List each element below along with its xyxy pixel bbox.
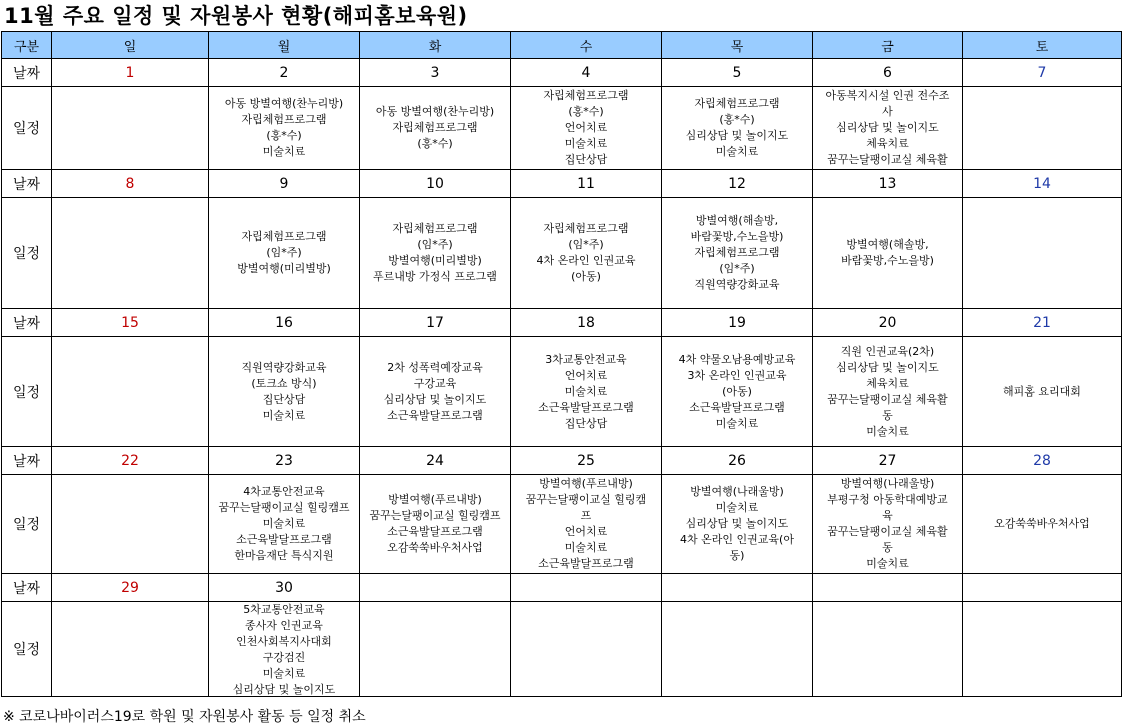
date-cell: 27 xyxy=(813,447,963,475)
schedule-item: 동 xyxy=(882,408,893,422)
schedule-item: 미술치료 xyxy=(715,416,759,430)
schedule-cell xyxy=(511,87,662,170)
schedule-cell xyxy=(963,475,1122,574)
schedule-item: 심리상담 및 놀이지도 xyxy=(232,683,336,696)
schedule-item: 자립체험프로그램 xyxy=(694,246,780,259)
date-cell: 28 xyxy=(963,447,1122,475)
schedule-item: 바람꽃방,수노을방) xyxy=(690,230,784,243)
schedule-row-label: 일정 xyxy=(2,198,52,309)
schedule-item: 푸르내방 가정식 프로그램 xyxy=(373,270,497,283)
schedule-item: (홍*수) xyxy=(266,129,302,142)
schedule-cell xyxy=(209,475,360,574)
schedule-item: 자립체험프로그램 xyxy=(241,230,327,243)
date-cell: 2 xyxy=(209,59,360,87)
schedule-item: 4차교통안전교육 xyxy=(243,485,325,498)
date-cell: 9 xyxy=(209,170,360,198)
schedule-cell xyxy=(360,337,511,447)
schedule-item: 방별여행(푸르내방) xyxy=(388,493,482,506)
schedule-item: 자립체험프로그램 xyxy=(543,222,629,235)
schedule-cell xyxy=(662,198,813,309)
schedule-item: 미술치료 xyxy=(564,541,608,554)
schedule-item: 소근육발달프로그램 xyxy=(538,557,634,570)
header-category: 구분 xyxy=(2,32,52,59)
schedule-item: 방별여행(나래울방) xyxy=(690,485,784,498)
schedule-item: 해피홈 요리대회 xyxy=(1003,384,1081,398)
schedule-item: 5차교통안전교육 xyxy=(243,603,325,616)
schedule-item: (임*주) xyxy=(719,262,755,275)
schedule-row-label: 일정 xyxy=(2,602,52,697)
schedule-item: 꿈꾸는달팽이교실 힐링캠프 xyxy=(218,501,350,514)
schedule-item: 2차 성폭력예장교육 xyxy=(387,360,483,374)
date-row-label: 날짜 xyxy=(2,59,52,87)
schedule-item: 구강교육 xyxy=(413,376,457,390)
schedule-item: 집단상담 xyxy=(564,153,608,166)
schedule-item: (홍*수) xyxy=(568,105,604,118)
date-cell: 22 xyxy=(52,447,209,475)
schedule-item: 미술치료 xyxy=(715,501,759,514)
schedule-item: 아동 방별여행(찬누리방) xyxy=(375,105,495,118)
schedule-cell xyxy=(813,87,963,170)
schedule-cell xyxy=(52,602,209,697)
schedule-item: 미술치료 xyxy=(866,557,909,570)
schedule-row-label: 일정 xyxy=(2,87,52,170)
date-cell xyxy=(963,574,1122,602)
date-row-label: 날짜 xyxy=(2,170,52,198)
date-cell: 26 xyxy=(662,447,813,475)
schedule-item: 미술치료 xyxy=(262,667,306,680)
date-row-label: 날짜 xyxy=(2,447,52,475)
schedule-cell xyxy=(662,475,813,574)
schedule-item: 자립체험프로그램 xyxy=(543,89,629,102)
schedule-cell xyxy=(360,602,511,697)
schedule-cell xyxy=(813,337,963,447)
schedule-item: 꿈꾸는달팽이교실 체육활 xyxy=(827,525,948,538)
schedule-item: 방별여행(해솔방, xyxy=(846,238,929,251)
schedule-item: 자립체험프로그램 xyxy=(392,222,478,235)
schedule-item: (임*주) xyxy=(266,246,302,259)
schedule-item: 언어치료 xyxy=(564,121,608,134)
schedule-item: 집단상담 xyxy=(564,416,608,430)
schedule-item: 아동복지시설 인권 전수조 xyxy=(825,89,950,102)
schedule-item: (임*주) xyxy=(417,238,453,251)
date-cell: 14 xyxy=(963,170,1122,198)
schedule-cell xyxy=(360,475,511,574)
schedule-item: 사 xyxy=(882,105,893,118)
schedule-item: 미술치료 xyxy=(262,517,306,530)
schedule-item: 심리상담 및 놀이지도 xyxy=(685,517,789,530)
date-cell: 24 xyxy=(360,447,511,475)
date-cell: 1 xyxy=(52,59,209,87)
schedule-item: 미술치료 xyxy=(262,145,306,158)
date-cell: 16 xyxy=(209,309,360,337)
schedule-item: 방별여행(미리별방) xyxy=(388,254,482,267)
schedule-cell xyxy=(52,475,209,574)
date-cell: 4 xyxy=(511,59,662,87)
schedule-item: 체육치료 xyxy=(866,137,909,150)
date-cell: 7 xyxy=(963,59,1122,87)
schedule-item: 소근육발달프로그램 xyxy=(236,533,332,546)
schedule-cell xyxy=(52,87,209,170)
schedule-cell xyxy=(662,87,813,170)
header-day: 월 xyxy=(209,32,360,59)
schedule-item: 언어치료 xyxy=(564,525,608,538)
schedule-item: 심리상담 및 놀이지도 xyxy=(383,392,487,406)
date-cell: 20 xyxy=(813,309,963,337)
schedule-cell xyxy=(813,198,963,309)
schedule-item: 미술치료 xyxy=(564,384,608,398)
schedule-cell xyxy=(662,337,813,447)
schedule-cell xyxy=(813,475,963,574)
date-cell: 12 xyxy=(662,170,813,198)
schedule-cell xyxy=(52,337,209,447)
header-day: 금 xyxy=(813,32,963,59)
header-day: 화 xyxy=(360,32,511,59)
date-cell: 18 xyxy=(511,309,662,337)
page-title: 11월 주요 일정 및 자원봉사 현황(해피홈보육원) xyxy=(4,4,468,28)
schedule-item: (아동) xyxy=(571,270,601,283)
schedule-row-label: 일정 xyxy=(2,337,52,447)
schedule-cell xyxy=(963,602,1122,697)
schedule-row-label: 일정 xyxy=(2,475,52,574)
schedule-cell xyxy=(813,602,963,697)
date-cell: 6 xyxy=(813,59,963,87)
date-cell: 8 xyxy=(52,170,209,198)
date-cell xyxy=(360,574,511,602)
schedule-item: 3차교통안전교육 xyxy=(545,352,627,366)
schedule-item: 오감쑥쑥바우처사업 xyxy=(994,517,1090,530)
date-cell: 10 xyxy=(360,170,511,198)
schedule-item: (토크쇼 방식) xyxy=(251,376,317,390)
footnote: ※ 코로나바이러스19로 학원 및 자원봉사 활동 등 일정 취소 xyxy=(3,709,366,725)
schedule-item: 소근육발달프로그램 xyxy=(689,400,785,414)
schedule-item: 4차 온라인 인권교육 xyxy=(536,254,636,267)
schedule-cell xyxy=(511,475,662,574)
schedule-cell xyxy=(963,87,1122,170)
schedule-cell xyxy=(360,87,511,170)
schedule-cell xyxy=(511,198,662,309)
date-cell: 17 xyxy=(360,309,511,337)
schedule-item: 꿈꾸는달팽이교실 체육활 xyxy=(827,153,948,166)
header-day: 토 xyxy=(963,32,1122,59)
schedule-cell xyxy=(511,602,662,697)
date-cell: 30 xyxy=(209,574,360,602)
schedule-cell xyxy=(662,602,813,697)
date-cell: 19 xyxy=(662,309,813,337)
schedule-item: 언어치료 xyxy=(564,368,608,382)
schedule-cell xyxy=(52,198,209,309)
schedule-item: 자립체험프로그램 xyxy=(392,121,478,134)
schedule-item: 구강검진 xyxy=(262,651,306,664)
schedule-cell xyxy=(209,337,360,447)
header-day: 일 xyxy=(52,32,209,59)
schedule-cell xyxy=(360,198,511,309)
schedule-item: 4차 온라인 인권교육(아 xyxy=(680,533,794,546)
schedule-item: 체육치료 xyxy=(866,376,909,390)
schedule-item: 프 xyxy=(580,509,592,522)
schedule-item: 꿈꾸는달팽이교실 힐링캠 xyxy=(525,493,647,506)
date-row-label: 날짜 xyxy=(2,574,52,602)
date-cell: 25 xyxy=(511,447,662,475)
schedule-item: 방별여행(미리별방) xyxy=(237,262,331,275)
schedule-item: (홍*수) xyxy=(417,137,453,150)
schedule-item: 3차 온라인 인권교육 xyxy=(687,368,787,382)
date-row-label: 날짜 xyxy=(2,309,52,337)
schedule-item: 4차 약물오남용예방교육 xyxy=(678,352,796,366)
date-cell: 15 xyxy=(52,309,209,337)
schedule-cell xyxy=(963,198,1122,309)
schedule-item: 미술치료 xyxy=(866,424,909,438)
schedule-item: (임*주) xyxy=(568,238,604,251)
schedule-item: 자립체험프로그램 xyxy=(694,97,780,110)
schedule-item: 미술치료 xyxy=(715,145,759,158)
schedule-item: 미술치료 xyxy=(262,408,306,422)
date-cell xyxy=(511,574,662,602)
schedule-cell xyxy=(209,602,360,697)
date-cell: 11 xyxy=(511,170,662,198)
schedule-item: 꿈꾸는달팽이교실 힐링캠프 xyxy=(369,509,501,522)
schedule-item: 직원역량강화교육 xyxy=(241,360,327,374)
schedule-item: 심리상담 및 놀이지도 xyxy=(836,360,939,374)
schedule-item: 한마음재단 특식지원 xyxy=(234,549,334,562)
schedule-item: 미술치료 xyxy=(564,137,608,150)
schedule-item: 방별여행(푸르내방) xyxy=(539,477,633,490)
date-cell xyxy=(662,574,813,602)
schedule-item: 방별여행(해솔방, xyxy=(695,214,779,227)
schedule-item: 인천사회복지사대회 xyxy=(236,635,332,648)
date-cell: 5 xyxy=(662,59,813,87)
schedule-item: (홍*수) xyxy=(719,113,755,126)
header-day: 수 xyxy=(511,32,662,59)
date-cell xyxy=(813,574,963,602)
date-cell: 23 xyxy=(209,447,360,475)
header-day: 목 xyxy=(662,32,813,59)
schedule-item: 방별여행(나래울방) xyxy=(840,477,935,490)
schedule-item: 부평구청 아동학대예방교 xyxy=(827,493,948,506)
schedule-item: 바람꽃방,수노을방) xyxy=(841,254,934,267)
schedule-item: 동) xyxy=(729,549,745,562)
schedule-cell xyxy=(209,198,360,309)
schedule-item: 동 xyxy=(882,541,893,554)
schedule-cell xyxy=(963,337,1122,447)
schedule-item: 심리상담 및 놀이지도 xyxy=(685,129,789,142)
schedule-item: 아동 방별여행(찬누리방) xyxy=(224,97,344,110)
schedule-item: 오감쑥쑥바우처사업 xyxy=(387,541,483,554)
schedule-item: 소근육발달프로그램 xyxy=(387,408,483,422)
schedule-item: 직원역량강화교육 xyxy=(694,278,780,291)
schedule-item: 자립체험프로그램 xyxy=(241,113,327,126)
date-cell: 21 xyxy=(963,309,1122,337)
date-cell: 13 xyxy=(813,170,963,198)
date-cell: 29 xyxy=(52,574,209,602)
schedule-item: 소근육발달프로그램 xyxy=(387,525,483,538)
schedule-item: 종사자 인권교육 xyxy=(245,619,323,632)
schedule-item: 심리상담 및 놀이지도 xyxy=(836,121,939,134)
schedule-cell xyxy=(209,87,360,170)
schedule-item: 꿈꾸는달팽이교실 체육활 xyxy=(827,392,948,406)
schedule-item: (아동) xyxy=(722,384,752,398)
schedule-item: 집단상담 xyxy=(262,392,306,406)
schedule-item: 육 xyxy=(882,509,893,522)
schedule-item: 소근육발달프로그램 xyxy=(538,400,634,414)
date-cell: 3 xyxy=(360,59,511,87)
schedule-table xyxy=(1,31,1122,697)
schedule-item: 직원 인권교육(2차) xyxy=(840,344,935,358)
schedule-cell xyxy=(511,337,662,447)
